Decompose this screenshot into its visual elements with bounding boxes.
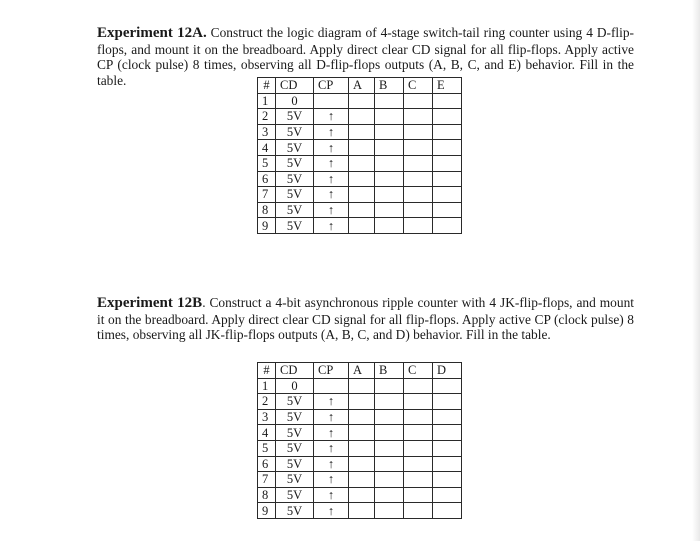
column-header-b: B [375, 78, 404, 94]
cell-number: 4 [258, 425, 276, 441]
table-row [258, 140, 462, 156]
cell-number: 5 [258, 440, 276, 456]
cell-number: 6 [258, 456, 276, 472]
cell-cp: ↑ [314, 456, 349, 472]
cell-number: 3 [258, 124, 276, 140]
column-header-cp: CP [314, 78, 349, 94]
table-row [258, 202, 462, 218]
cell-cp: ↑ [314, 124, 349, 140]
cell-c[interactable] [404, 394, 433, 410]
cell-a[interactable] [349, 93, 375, 109]
cell-a[interactable] [349, 456, 375, 472]
cell-last[interactable] [433, 378, 462, 394]
cell-last[interactable] [433, 394, 462, 410]
cell-last[interactable] [433, 140, 462, 156]
table-row [258, 440, 462, 456]
cell-b[interactable] [375, 202, 404, 218]
cell-number: 6 [258, 171, 276, 187]
table-row [258, 409, 462, 425]
cell-b[interactable] [375, 155, 404, 171]
cell-last[interactable] [433, 171, 462, 187]
cell-cd: 5V [276, 109, 314, 125]
cell-b[interactable] [375, 171, 404, 187]
cell-b[interactable] [375, 409, 404, 425]
cell-cp: ↑ [314, 140, 349, 156]
cell-cp: ↑ [314, 440, 349, 456]
cell-b[interactable] [375, 487, 404, 503]
cell-last[interactable] [433, 425, 462, 441]
cell-number: 2 [258, 109, 276, 125]
column-header-cd: CD [276, 78, 314, 94]
cell-a[interactable] [349, 394, 375, 410]
column-header-cd: CD [276, 363, 314, 379]
cell-c[interactable] [404, 93, 433, 109]
cell-c[interactable] [404, 456, 433, 472]
cell-a[interactable] [349, 503, 375, 519]
cell-cp: ↑ [314, 187, 349, 203]
cell-cp: ↑ [314, 155, 349, 171]
table-row [258, 155, 462, 171]
table-header-row [258, 363, 462, 379]
cell-c[interactable] [404, 202, 433, 218]
table-row [258, 456, 462, 472]
cell-last[interactable] [433, 472, 462, 488]
table-row [258, 93, 462, 109]
cell-cd: 5V [276, 394, 314, 410]
cell-c[interactable] [404, 171, 433, 187]
cell-last[interactable] [433, 155, 462, 171]
cell-c[interactable] [404, 124, 433, 140]
experiment-12a-body: Construct the logic diagram of 4-stage switch-tail ring counter using 4 D-flip-flops, and mount it on the breadboard. Apply direct clear CD signal for all flip-flops. Apply active CP (clock pulse) 8 times, observing all D-flip-flops outputs (A, B, C, and E) behavior. Fill in the table. [97, 25, 635, 88]
column-header-b: B [375, 363, 404, 379]
cell-last[interactable] [433, 409, 462, 425]
cell-b[interactable] [375, 109, 404, 125]
column-header-number: # [258, 78, 276, 94]
cell-c[interactable] [404, 218, 433, 234]
column-header-number: # [258, 363, 276, 379]
cell-last[interactable] [433, 93, 462, 109]
column-header-a: A [349, 78, 375, 94]
column-header-c: C [404, 363, 433, 379]
cell-cd: 5V [276, 202, 314, 218]
cell-a[interactable] [349, 218, 375, 234]
cell-cd: 5V [276, 171, 314, 187]
cell-cd: 5V [276, 140, 314, 156]
cell-cd: 0 [276, 93, 314, 109]
cell-cd: 5V [276, 124, 314, 140]
cell-last[interactable] [433, 187, 462, 203]
page-edge-shadow [692, 0, 700, 541]
cell-number: 4 [258, 140, 276, 156]
cell-cd: 5V [276, 472, 314, 488]
cell-number: 8 [258, 202, 276, 218]
cell-b[interactable] [375, 425, 404, 441]
cell-cd: 5V [276, 155, 314, 171]
cell-cd: 5V [276, 440, 314, 456]
cell-a[interactable] [349, 472, 375, 488]
cell-a[interactable] [349, 487, 375, 503]
cell-b[interactable] [375, 472, 404, 488]
cell-b[interactable] [375, 187, 404, 203]
cell-number: 8 [258, 487, 276, 503]
column-header-cp: CP [314, 363, 349, 379]
cell-last[interactable] [433, 124, 462, 140]
cell-a[interactable] [349, 140, 375, 156]
cell-number: 3 [258, 409, 276, 425]
cell-a[interactable] [349, 124, 375, 140]
cell-last[interactable] [433, 456, 462, 472]
cell-cp [314, 378, 349, 394]
table-row [258, 124, 462, 140]
cell-last[interactable] [433, 503, 462, 519]
cell-c[interactable] [404, 378, 433, 394]
cell-last[interactable] [433, 218, 462, 234]
table-row [258, 487, 462, 503]
cell-a[interactable] [349, 155, 375, 171]
cell-cd: 0 [276, 378, 314, 394]
cell-cp: ↑ [314, 109, 349, 125]
cell-c[interactable] [404, 440, 433, 456]
cell-cd: 5V [276, 425, 314, 441]
cell-number: 7 [258, 187, 276, 203]
cell-cp: ↑ [314, 202, 349, 218]
cell-cp: ↑ [314, 409, 349, 425]
cell-number: 2 [258, 394, 276, 410]
cell-cd: 5V [276, 218, 314, 234]
table-row [258, 378, 462, 394]
cell-cp: ↑ [314, 218, 349, 234]
cell-cp: ↑ [314, 487, 349, 503]
cell-cd: 5V [276, 503, 314, 519]
cell-b[interactable] [375, 93, 404, 109]
cell-a[interactable] [349, 378, 375, 394]
cell-number: 9 [258, 218, 276, 234]
cell-last[interactable] [433, 202, 462, 218]
cell-b[interactable] [375, 394, 404, 410]
table-row [258, 503, 462, 519]
cell-cp: ↑ [314, 472, 349, 488]
cell-cd: 5V [276, 409, 314, 425]
column-header-c: C [404, 78, 433, 94]
cell-number: 7 [258, 472, 276, 488]
experiment-12a-table [257, 77, 462, 234]
cell-cp [314, 93, 349, 109]
cell-c[interactable] [404, 109, 433, 125]
experiment-12b-table [257, 362, 462, 519]
table-row [258, 425, 462, 441]
cell-cp: ↑ [314, 394, 349, 410]
table-row [258, 109, 462, 125]
cell-c[interactable] [404, 472, 433, 488]
cell-number: 9 [258, 503, 276, 519]
cell-last[interactable] [433, 109, 462, 125]
cell-cd: 5V [276, 487, 314, 503]
column-header-last: D [433, 363, 462, 379]
cell-b[interactable] [375, 440, 404, 456]
cell-b[interactable] [375, 456, 404, 472]
table-row [258, 171, 462, 187]
cell-a[interactable] [349, 202, 375, 218]
cell-b[interactable] [375, 503, 404, 519]
cell-a[interactable] [349, 187, 375, 203]
experiment-12b-heading: Experiment 12B [97, 295, 203, 312]
experiment-12b-body: . Construct a 4-bit asynchronous ripple counter with 4 JK-flip-flops, and mount it on the breadboard. Apply direct clear CD signal for all flip-flops. Apply active CP (clock pulse) 8 times, observing all JK-flip-flops outputs (A, B, C, and D) behavior. Fill in the table. [97, 295, 634, 343]
cell-cp: ↑ [314, 171, 349, 187]
table-row [258, 394, 462, 410]
cell-last[interactable] [433, 487, 462, 503]
cell-c[interactable] [404, 409, 433, 425]
cell-a[interactable] [349, 109, 375, 125]
cell-a[interactable] [349, 440, 375, 456]
cell-c[interactable] [404, 425, 433, 441]
cell-cd: 5V [276, 456, 314, 472]
cell-b[interactable] [375, 378, 404, 394]
table-row [258, 472, 462, 488]
column-header-last: E [433, 78, 462, 94]
cell-b[interactable] [375, 140, 404, 156]
cell-a[interactable] [349, 425, 375, 441]
cell-c[interactable] [404, 155, 433, 171]
cell-number: 1 [258, 378, 276, 394]
cell-cp: ↑ [314, 503, 349, 519]
table-row [258, 187, 462, 203]
cell-c[interactable] [404, 487, 433, 503]
cell-number: 1 [258, 93, 276, 109]
cell-c[interactable] [404, 503, 433, 519]
cell-cd: 5V [276, 187, 314, 203]
cell-a[interactable] [349, 171, 375, 187]
experiment-12a-heading: Experiment 12A. [97, 25, 207, 42]
cell-b[interactable] [375, 218, 404, 234]
cell-last[interactable] [433, 440, 462, 456]
column-header-a: A [349, 363, 375, 379]
cell-cp: ↑ [314, 425, 349, 441]
cell-a[interactable] [349, 409, 375, 425]
cell-b[interactable] [375, 124, 404, 140]
table-header-row [258, 78, 462, 94]
cell-c[interactable] [404, 140, 433, 156]
experiment-12b-instructions [97, 295, 634, 343]
cell-c[interactable] [404, 187, 433, 203]
cell-number: 5 [258, 155, 276, 171]
table-row [258, 218, 462, 234]
